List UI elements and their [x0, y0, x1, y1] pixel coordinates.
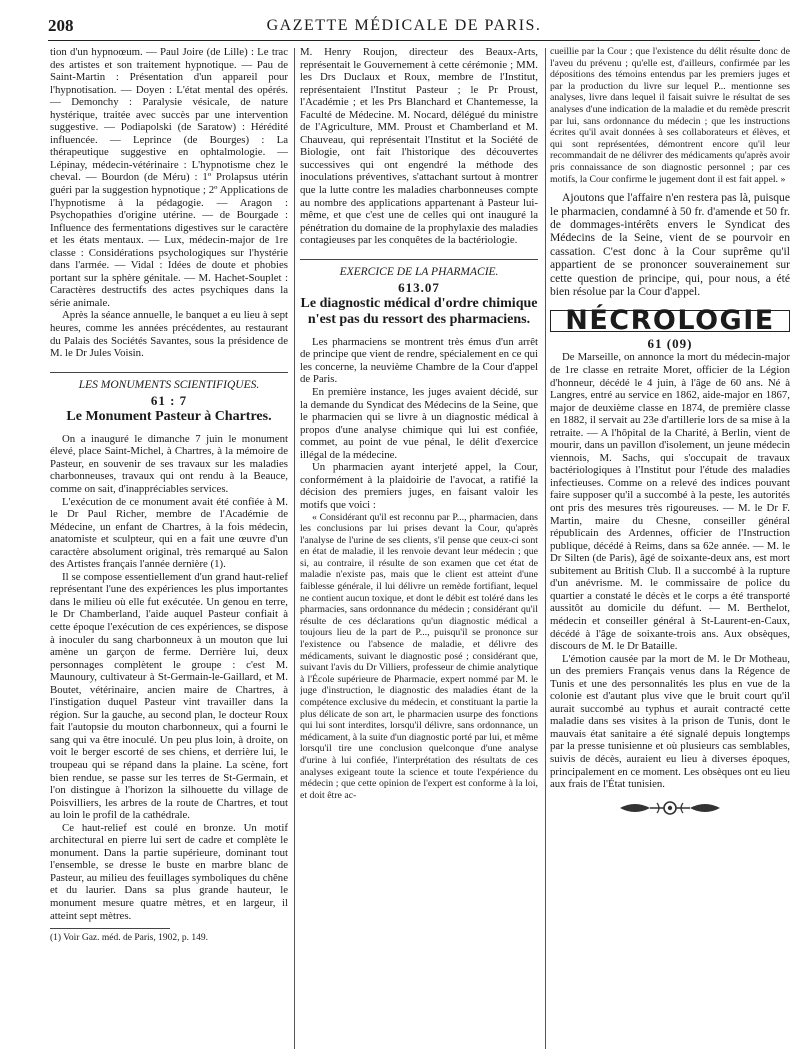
column-left	[50, 46, 288, 1049]
article-paragraph: Les pharmaciens se montrent très émus d'un arrêt de principe que vient de rendre, spécialement en ce qui les concerne, la neuvième Chambre de la Cour d'appel de Paris.	[300, 335, 538, 386]
column-divider	[545, 48, 546, 1049]
article-paragraph: Un pharmacien ayant interjeté appel, la Cour, conformément à la plaidoirie de l'avocat, a ratifié la décision des premiers juges, en faisant valoir les motifs que voici :	[300, 461, 538, 511]
article-paragraph: Il se compose essentiellement d'un grand haut-relief représentant l'une des expériences les plus importantes dans le milieu où elle fut exécutée. Un genou en terre, le Dr Chamberland, l'aide auquel Pasteur confiait à cette époque l'exécution de ces expériences, se dispose à inoculer du sang charbonneux à un mouton que lui amène un garçon de ferme. Derrière lui, deux personnages complètent le groupe : c'est M. Maunoury, cultivateur à St-Germain-le-Gaillard, et M. Boutet, vétérinaire, ancien maire de Chartres, à l'instigation duquel Pasteur vint travailler dans la région. Sur la gauche, au second plan, le docteur Roux fait l'autopsie du mouton charbonneux, qui a fourni le sang qui va être inoculé. Un peu plus loin, à droite, on voit le berger escorté de ses chiens, et derrière lui, le troupeau qui se répand dans la plaine. La scène, fort bien rendue, se passe sur les terres de St-Germain, et l'on distingue à l'horizon la silhouette du village de Poisvilliers, les arbres de la route de Chartres, et tout au loin le profil de la cathédrale.	[50, 570, 288, 822]
obituary-paragraph: De Marseille, on annonce la mort du médecin-major de 1re classe en retraite Moret, officier de la Légion d'honneur, décédé le 4 juin, à l'âge de 60 ans. Né à Langres, entré au service en 1862, aide-major en 1867, major de deuxième classe en 1874, de première classe en 1882, il servait au 23e d'artillerie lors de sa mise à la retraite. — A l'hôpital de la Charité, à Berlin, vient de mourir, dans un pavillon d'isolement, un jeune médecin viennois, M. Sachs, qui s'occupait de travaux bactériologiques à l'Institut pour l'étude des maladies infectieuses. Comme on a relevé des indices pouvant faire supposer qu'il a succombé à la peste, les autorités ont pris des mesures très rigoureuses. — M. le Dr F. Martin, maire du Chesne, conseiller général républicain des Ardennes, officier de l'Instruction publique, décédé à Reims, dans sa 62e année. — M. le Dr Silten (de Paris), âgé de soixante-deux ans, est mort subitement au British Club. Il a succombé à la rupture d'un anévrisme. M. le commissaire de police du quartier a constaté le décès et le corps a été transporté aussitôt au domicile du défunt. — M. Berthelot, médecin et conseiller général à St-Laurent-en-Caux, décédé à l'âge de soixante-trois ans. Aux obsèques, discours de M. le Dr Bataille.	[550, 351, 790, 653]
fleuron-ornament-icon	[615, 799, 725, 817]
article-paragraph: Ce haut-relief est coulé en bronze. Un motif architectural en pierre lui sert de cadre et complète le monument. Dans la partie supérieure, dominant tout l'ensemble, se dresse le buste en marbre blanc de Pasteur, au milieu des feuillages symboliques du chêne et du laurier. Dans sa plus grande hauteur, le monument mesure quatre mètres, et en largeur, il atteint sept mètres.	[50, 821, 288, 922]
court-ruling-quote-continued: cueillie par la Cour ; que l'existence du délit résulte donc de l'aveu du prévenu ; qu'elle est, d'ailleurs, confirmée par les dépositions des témoins entendus par les premiers juges et par la production du livre sur lequel P... mentionne ses analyses, livre dans lequel il faisait suivre le résultat de ses analyses d'une indication de la maladie et du remède prescrit par lui, sans ordonnance du médecin ; que les instructions écrites qu'il avait données à ses collaborateurs et élèves, et qui sont représentées, démontrent encore qu'il leur recommandait de ne délivrer des médicaments qu'après avoir pris connaissance de son diagnostic personnel ; par ces motifs, la Cour confirme le jugement dont il est fait appel. »	[550, 46, 790, 185]
commentary-paragraph: Ajoutons que l'affaire n'en restera pas là, puisque le pharmacien, condamné à 50 fr. d'amende et 50 fr. de dommages-intérêts envers le Syndicat des Médecins de la Seine, vient de se pourvoir en cassation. C'est donc à la Cour suprême qu'il appartient de se prononcer souverainement sur cette question de principe, qui, pour nous, a été bien résolue par la Cour d'appel.	[550, 191, 790, 298]
obituary-paragraph: L'émotion causée par la mort de M. le Dr Motheau, un des premiers Français venus dans la Régence de Tunis et une des personnalités les plus en vue de la colonie est d'autant plus vive que le bruit court qu'il aurait succombé au typhus et aurait contracté cette maladie dans ses visites à la prison de Tunis, dont le mauvais état sanitaire a été signalé depuis longtemps par la presse tunisienne et où plusieurs cas semblables, suivis de décès, auraient eu lieu à diverses époques, principalement en ce moment. Les obsèques ont eu lieu aux frais de l'État tunisien.	[550, 652, 790, 791]
section-heading-necrology: NÉCROLOGIE	[550, 310, 790, 332]
court-ruling-quote: « Considérant qu'il est reconnu par P..., pharmacien, dans les conclusions par lui prises devant la Cour, qu'après l'analyse de l'urine de ses clients, s'il pense que ceux-ci sont en état de maladie, il les renvoie devant leur médecin ; que si, au contraire, il résulte de son examen que cet état de maladie n'existe pas, mais que le client est atteint d'une faiblesse générale, il lui délivre un remède fortifiant, lequel ne contient aucun toxique, et dont le débit est toléré dans les pharmacies, sans ordonnance du médecin ; considérant qu'il résulte de ces déclarations qu'un diagnostic médical a toujours lieu de la part de P..., puisqu'il se prononce sur l'existence ou l'absence de maladie, et délivre des médicaments, suivant le diagnostic posé ; considérant que, suivant l'avis du Dr Villiers, professeur de chimie analytique à l'École supérieure de Pharmacie, expert nommé par M. le juge d'instruction, le diagnostic des maladies étant de la compétence exclusive du médecin, et constituant la partie la plus délicate de son art, le pharmacien usurpe des fonctions qui lui sont interdites, lorsqu'il délivre, sans ordonnance, un médicament, à la suite d'un diagnostic porté par lui, et même lorsqu'il tire une conclusion quelconque d'une analyse d'urine à lui confiée, l'interprétation des résultats de ces analyses exigeant toute la science et toute l'expérience du médecin ; que cette opinion de l'expert est conforme à la loi, et doit être ac-	[300, 511, 538, 801]
section-heading-monuments: LES MONUMENTS SCIENTIFIQUES.	[50, 372, 288, 392]
banquet-paragraph: Après la séance annuelle, le banquet a eu lieu à sept heures, comme les années précédentes, au restaurant du Palais des Sociétés Savantes, sous la présidence de M. le Dr Jules Voisin.	[50, 309, 288, 360]
article-paragraph: On a inauguré le dimanche 7 juin le monument élevé, place Saint-Michel, à Chartres, à la mémoire de Pasteur, en souvenir de ses travaux sur les maladies charbonneuses, travaux qui ont rendu à la Beauce, comme on sait, d'inappréciables services.	[50, 432, 288, 495]
column-right	[550, 46, 790, 1049]
classification-code: 613.07	[398, 280, 440, 296]
article-paragraph: En première instance, les juges avaient décidé, sur la demande du Syndicat des Médecins de la Seine, que le pharmacien qui se livre à un diagnostic médical à propos d'une analyse chimique qui lui est confiée, commet, au point de vue pénal, le délit d'exercice illégal de la médecine.	[300, 386, 538, 461]
congress-communications-list: tion d'un hypnoœum. — Paul Joire (de Lille) : Le trac des artistes et son traitement hypnotique. — Pau de Saint-Martin : Présentation d'un appareil pour l'hypnotisation. — Doyen : L'état mental des opérés. — Demonchy : Paralysie vésicale, de nature hystérique, traitée avec succès par une intervention suggestive. — Podiapolski (de Saratow) : Hérédité influencée. — Leprince (de Bourges) : La thérapeutique suggestive en ophtalmologie. — Lépinay, médecin-vétérinaire : L'hypnotisme chez le cheval. — Bourdon (de Méru) : 1º Prolapsus utérin guéri par la suggestion hypnotique ; 2º Applications de l'hypnotisme à la pédagogie. — Aragon : Psychopathies d'origine utérine. — de Bourgade : Influence des fermentations digestives sur le caractère et les états mentaux. — Lux, médecin-major de 1re classe : Considérations psychologiques sur l'hystérie dans l'armée. — Vidal : Idées de doute et phobies portant sur la sphère génitale. — M. Hachet-Souplet : Caractères destructifs des actes psychiques dans la série animale.	[50, 46, 288, 309]
classification-code: 61 : 7	[150, 393, 188, 409]
journal-title: GAZETTE MÉDICALE DE PARIS.	[266, 17, 542, 34]
column-divider	[294, 48, 295, 1049]
section-heading-pharmacy: EXERCICE DE LA PHARMACIE.	[300, 259, 538, 279]
ceremony-attendees-paragraph: M. Henry Roujon, directeur des Beaux-Arts, représentait le Gouvernement à cette cérémonie ; MM. les Drs Duclaux et Roux, membre de l'Institut, représentaient l'Institut Pasteur ; le Pr Proust, l'Académie ; et les Prs Blanchard et Chantemesse, la Faculté de Médecine. M. Nocard, délégué du ministre de l'Agriculture, MM. Proust et Chamberland et M. Chauveau, qui représentait l'Institut et la Société de Biologie, ont fait l'historique des découvertes successives qui ont engendré la méthode des inoculations préventives, s'attachant surtout à montrer que la lutte contre les maladies charbonneuses compte au nombre des applications appartenant à Pasteur lui-même, et que c'est une de celles qui ont inauguré la pénétration du domaine de la prophylaxie des maladies contagieuses par les conquêtes de la bactériologie.	[300, 46, 538, 247]
classification-code: 61 (09)	[647, 335, 693, 351]
column-middle	[300, 46, 538, 1049]
page-number: 208	[48, 16, 74, 35]
article-title-diagnosis: Le diagnostic médical d'ordre chimique n'est pas du ressort des pharmaciens.	[300, 295, 538, 327]
article-paragraph: L'exécution de ce monument avait été confiée à M. le Dr Paul Richer, membre de l'Académie de Médecine, un enfant de Chartres, à la fois médecin, anatomiste et sculpteur, qui en a fait une œuvre d'un caractère absolument original, très remarqué au Salon des Artistes français l'année dernière (1).	[50, 495, 288, 571]
article-title-pasteur-monument: Le Monument Pasteur à Chartres.	[66, 408, 272, 424]
footnote: (1) Voir Gaz. méd. de Paris, 1902, p. 149.	[50, 928, 170, 945]
page-header	[48, 14, 760, 41]
